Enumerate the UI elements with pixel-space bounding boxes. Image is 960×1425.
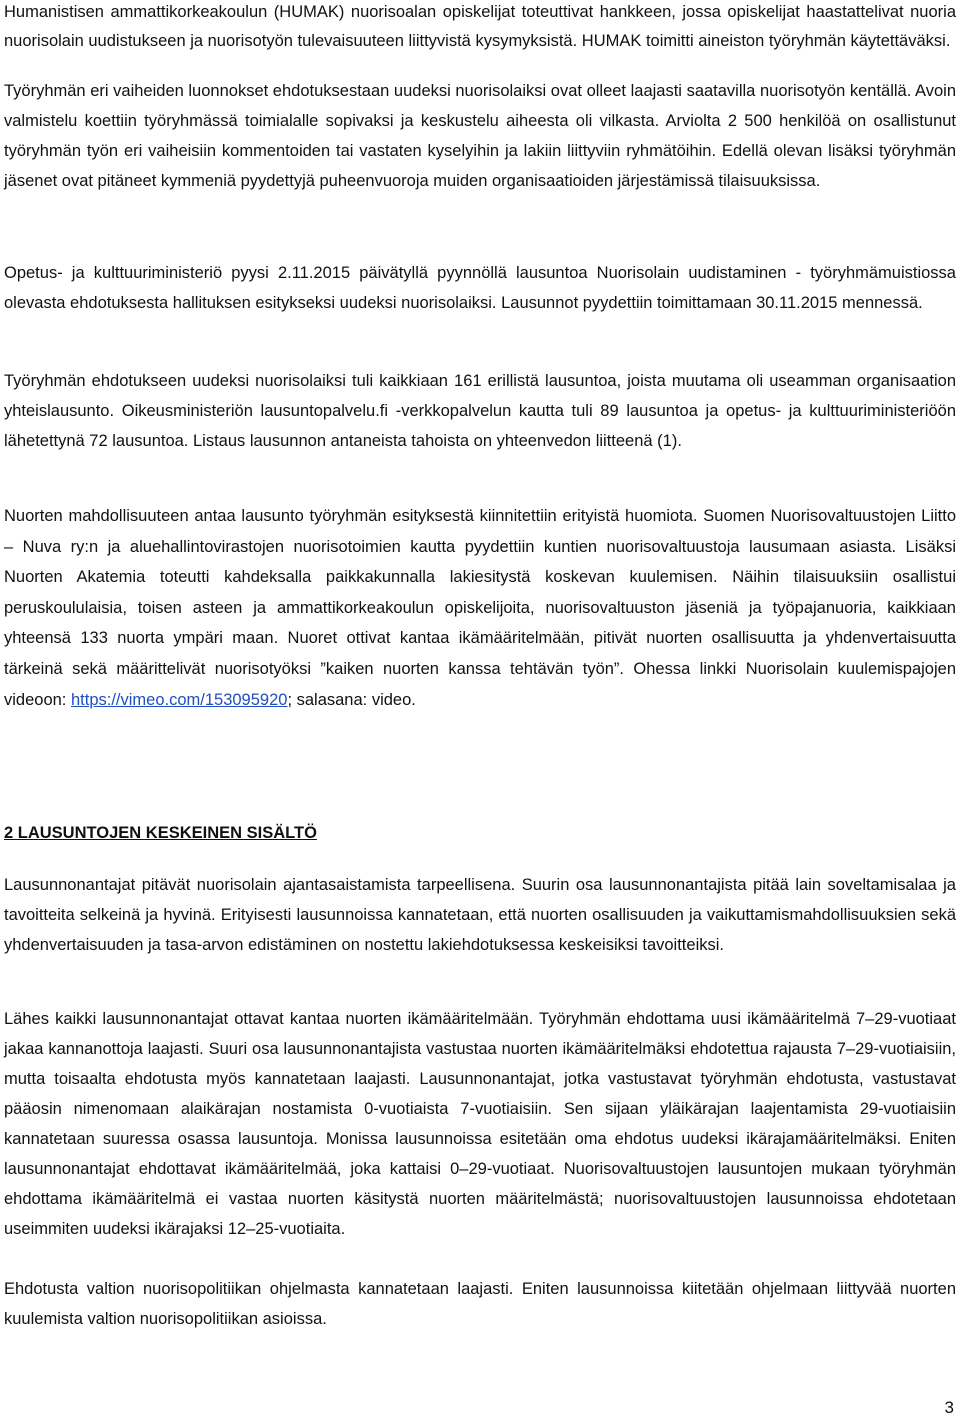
paragraph-age-definition: Lähes kaikki lausunnonantajat ottavat kantaa nuorten ikämääritelmään. Työryhmän ehdottama uusi ikämääritelmä 7–29-vuotiaat jakaa kannanottoja laajasti. Suuri osa lausunnonantajista vastustaa nuorten ikämääritelmäksi ehdotettua rajausta 7–29-vuotiaisiin, mutta toisaalta ehdotusta myös kannatetaan laajasti. Lausunnonantajat, jotka vastustavat työryhmän ehdotusta, vastustavat pääosin nimenomaan alaikärajan nostamista 0-vuotiaista 7-vuotiaisiin. Sen sijaan yläikärajan laajentamista 29-vuotiaisiin kannatetaan suuressa osassa lausuntoja. Monissa lausunnoissa esitetään oma ehdotus uudeksi ikärajamääritelmäksi. Eniten lausunnonantajat ehdottavat ikämääritelmää, joka kattaisi 0–29-vuotiaat. Nuorisovaltuustojen lausuntojen mukaan työryhmän ehdottama ikämääritelmä ei vastaa nuorten käsitystä nuorten määritelmästä; nuorisovaltuustojen lausunnoissa ehdotetaan useimmiten uudeksi ikärajaksi 12–25-vuotiaita. [4, 1010, 956, 1238]
youth-hearing-text: Nuorten mahdollisuuteen antaa lausunto työryhmän esityksestä kiinnitettiin erityistä huomiota. Suomen Nuorisovaltuustojen Liitto – Nuva ry:n ja aluehallintovirastojen nuorisotoimien kautta pyydettiin kuntien nuorisovaltuustoja lausumaan asiasta. Lisäksi Nuorten Akatemia toteutti kahdeksalla paikkakunnalla lakiesitystä koskevan kuulemisen. Näihin tilaisuuksiin osallistui peruskoululaisia, toisen asteen ja ammattikorkeakoulun opiskelijoita, nuorisovaltuuston jäseniä ja työpajanuoria, kaikkiaan yhteensä 133 nuorta ympäri maan. Nuoret ottivat kantaa ikämääritelmään, pitivät nuorten osallisuutta ja yhdenvertaisuutta tärkeinä sekä määrittelivät nuorisotyöksi ”kaiken nuorten kanssa tehtävän työn”. Ohessa linkki Nuorisolain kuulemispajojen videoon: [4, 507, 956, 709]
paragraph-youth-policy-programme: Ehdotusta valtion nuorisopolitiikan ohjelmasta kannatetaan laajasti. Eniten lausunnoissa kiitetään ohjelmaan liittyvää nuorten kuulemista valtion nuorisopolitiikan asioissa. [4, 1280, 956, 1328]
paragraph-ministry-request: Opetus- ja kulttuuriministeriö pyysi 2.11.2015 päivätyllä pyynnöllä lausuntoa Nuorisolain uudistaminen - työryhmämuistiossa olevasta ehdotuksesta hallituksen esitykseksi uudeksi nuorisolaiksi. Lausunnot pyydettiin toimittamaan 30.11.2015 mennessä. [4, 264, 956, 312]
paragraph-drafts: Työryhmän eri vaiheiden luonnokset ehdotuksestaan uudeksi nuorisolaiksi ovat olleet laajasti saatavilla nuorisotyön kentällä. Avoin valmistelu koettiin työryhmässä toimialalle sopivaksi ja keskustelu aiheesta oli vilkasta. Arviolta 2 500 henkilöä on osallistunut työryhmän työn eri vaiheisiin kommentoiden tai vastaten kyselyihin ja lakiin liittyviin ryhmätöihin. Edellä olevan lisäksi työryhmän jäsenet ovat pitäneet kymmeniä pyydettyjä puheenvuoroja muiden organisaatioiden järjestämissä tilaisuuksissa. [4, 82, 956, 190]
page-number: 3 [944, 1398, 954, 1417]
video-link[interactable]: https://vimeo.com/153095920 [70, 690, 288, 709]
paragraph-youth-hearing [4, 501, 956, 715]
youth-hearing-password: ; salasana: video. [287, 690, 416, 709]
paragraph-humak: Humanistisen ammattikorkeakoulun (HUMAK) nuorisoalan opiskelijat toteuttivat hankkeen, jossa opiskelijat haastattelivat nuoria nuorisolain uudistukseen ja nuorisotyön tulevaisuuteen liittyvistä kysymyksistä. HUMAK toimitti aineiston työryhmän käytettäväksi. [4, 3, 956, 50]
paragraph-statement-summary: Lausunnonantajat pitävät nuorisolain ajantasaistamista tarpeellisena. Suurin osa lausunnonantajista pitää lain soveltamisalaa ja tavoitteita selkeinä ja hyvinä. Erityisesti lausunnoissa kannatetaan, että nuorten osallisuuden ja vaikuttamismahdollisuuksien sekä yhdenvertaisuuden ja tasa-arvon edistäminen on nostettu lakiehdotuksessa keskeisiksi tavoitteiksi. [4, 876, 956, 954]
section-heading: 2 LAUSUNTOJEN KESKEINEN SISÄLTÖ [4, 824, 317, 842]
paragraph-statement-count: Työryhmän ehdotukseen uudeksi nuorisolaiksi tuli kaikkiaan 161 erillistä lausuntoa, joista muutama oli useamman organisaation yhteislausunto. Oikeusministeriön lausuntopalvelu.fi -verkkopalvelun kautta tuli 89 lausuntoa ja opetus- ja kulttuuriministeriöön lähetettynä 72 lausuntoa. Listaus lausunnon antaneista tahoista on yhteenvedon liitteenä (1). [4, 372, 956, 450]
